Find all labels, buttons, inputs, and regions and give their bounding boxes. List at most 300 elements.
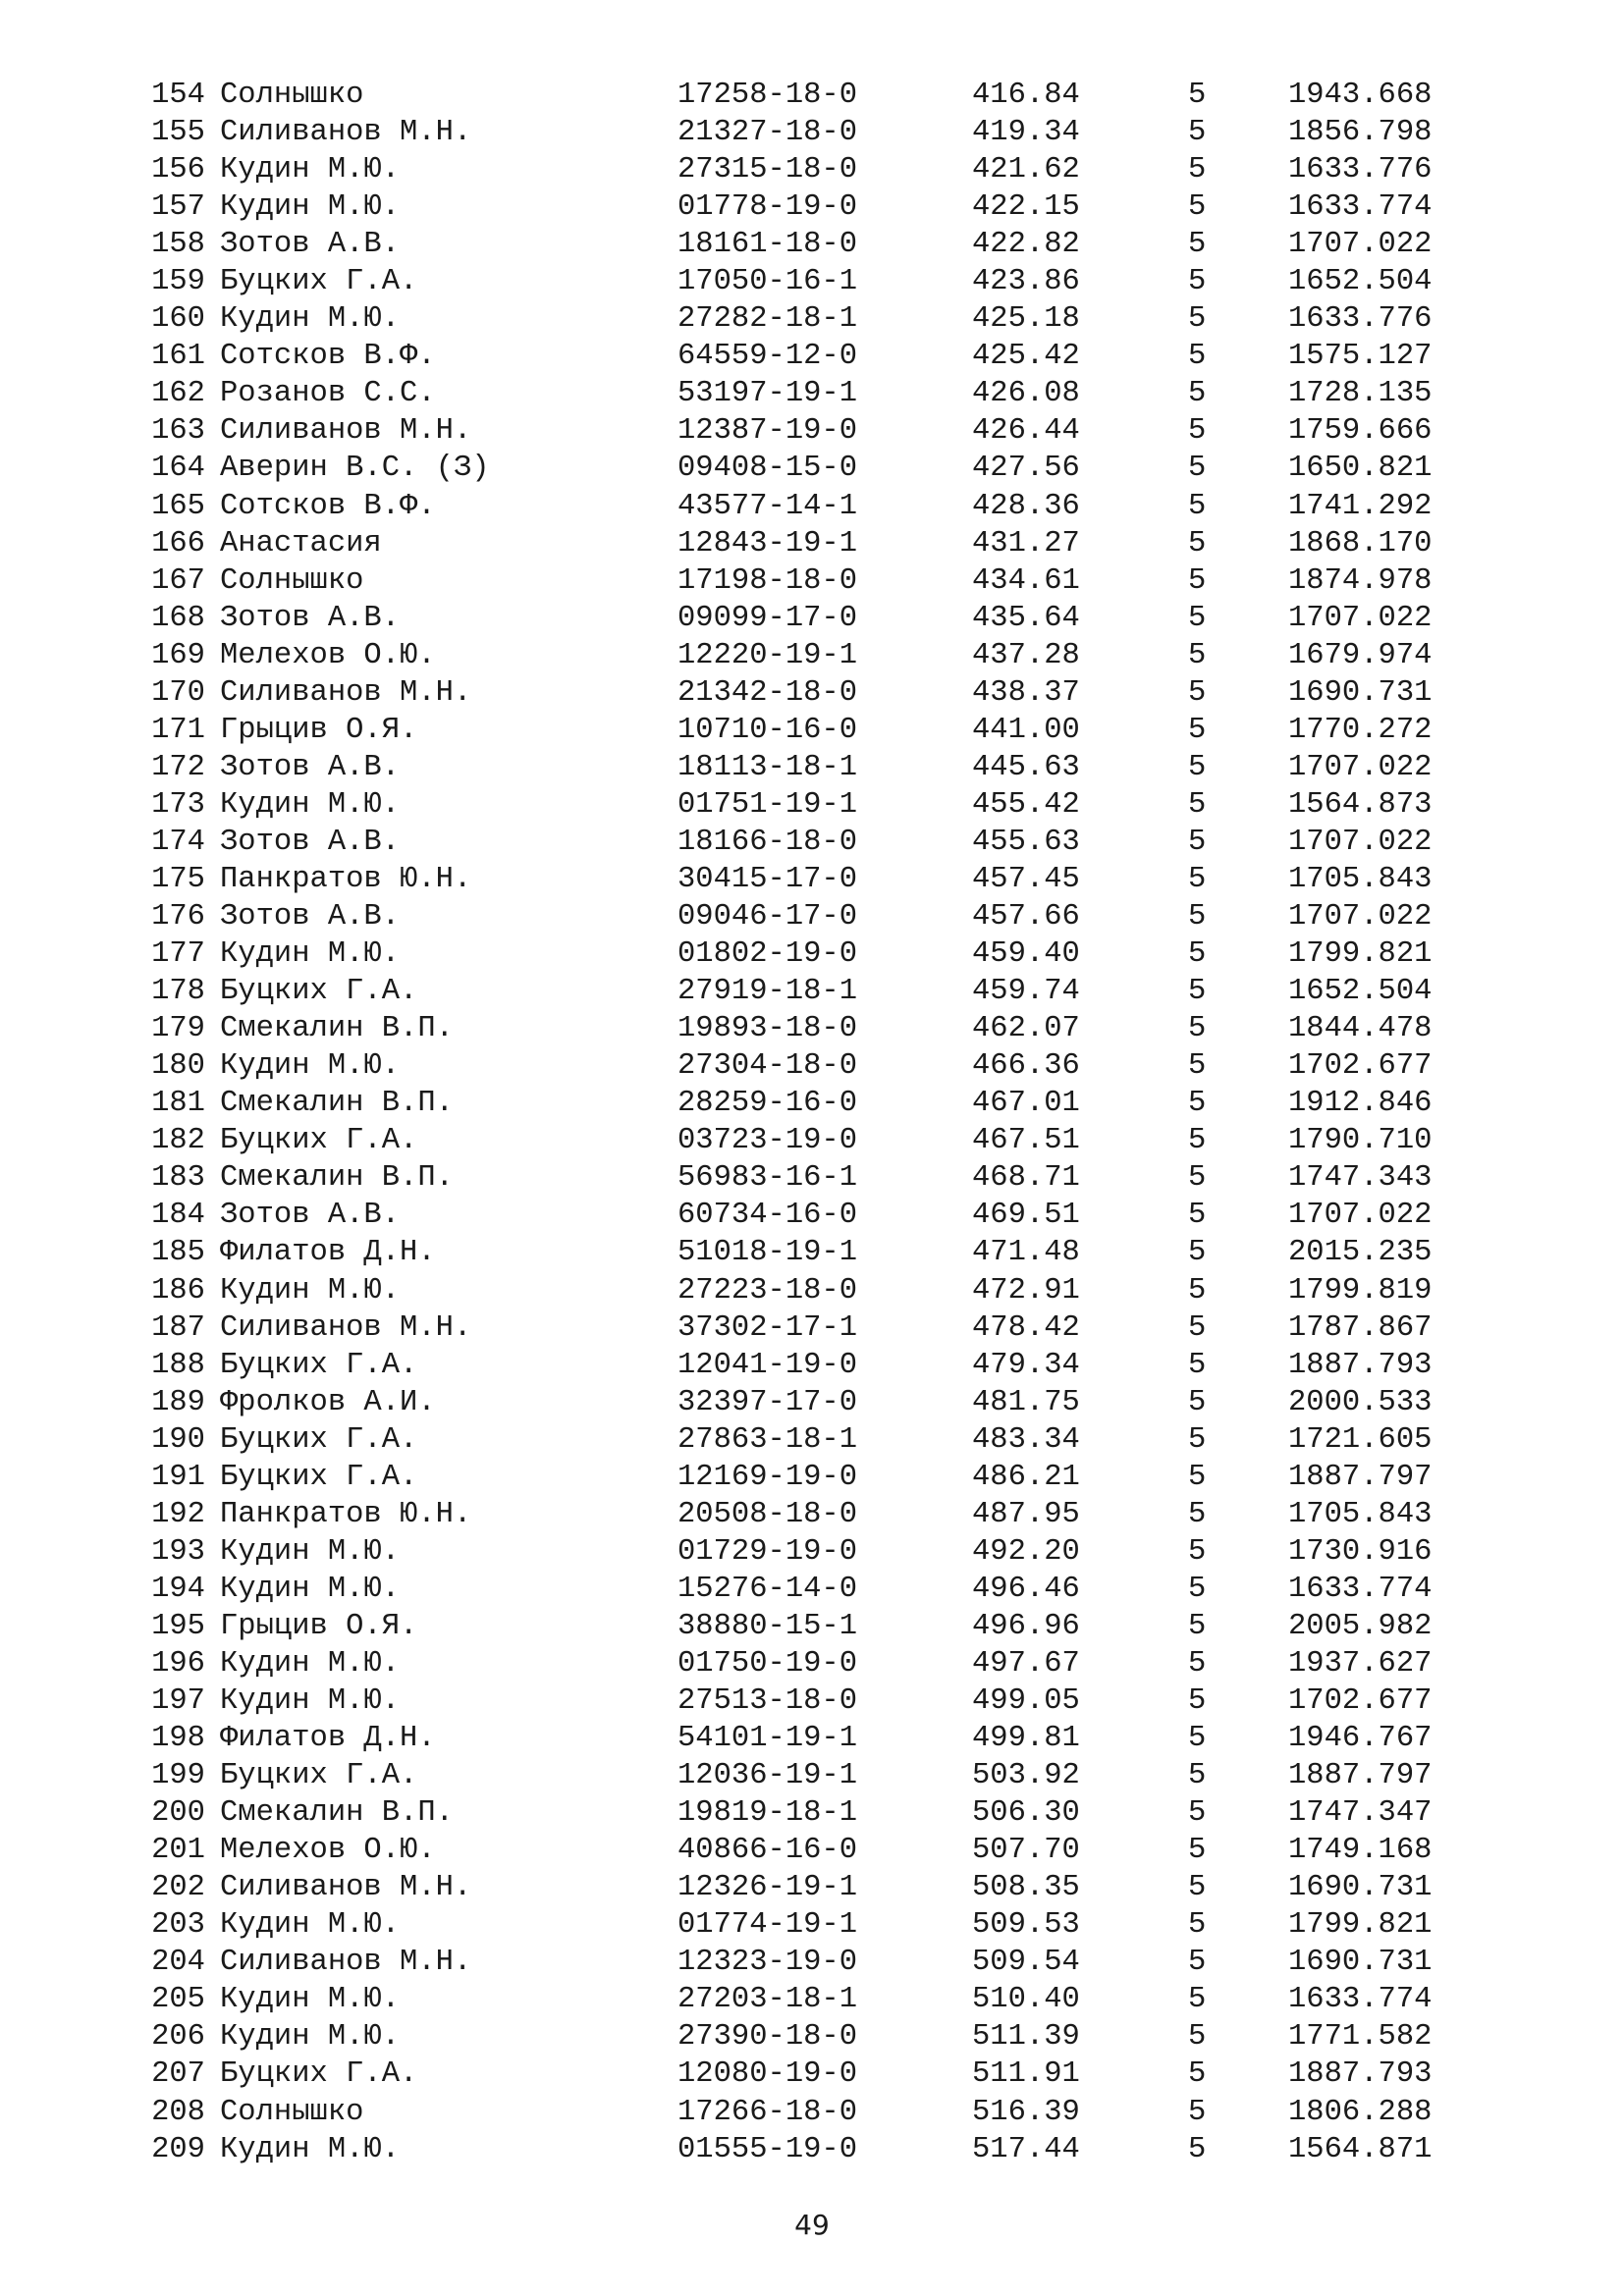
row-number: 196 [151,1646,205,1681]
participant-name: Мелехов О.Ю. [220,1834,436,1868]
table-row [0,712,1624,749]
row-number: 209 [151,2132,205,2166]
record-code: 27203-18-1 [677,1983,858,2017]
table-row [0,600,1624,637]
table-row [0,1085,1624,1122]
table-row [0,1682,1624,1720]
participant-name: Зотов А.В. [220,601,401,635]
participant-name: Кудин М.Ю. [220,1908,401,1943]
measured-value: 435.64 [972,601,1080,635]
participant-name: Буцких Г.А. [220,1422,418,1457]
record-code: 60734-16-0 [677,1199,858,1233]
result-value: 1702.677 [1288,1684,1433,1719]
row-number: 185 [151,1236,205,1270]
record-code: 03723-19-0 [677,1124,858,1158]
result-value: 1728.135 [1288,377,1433,411]
measured-value: 441.00 [972,713,1080,747]
record-code: 01555-19-0 [677,2132,858,2166]
row-number: 157 [151,190,205,225]
count-value: 5 [1188,1646,1207,1681]
measured-value: 507.70 [972,1834,1080,1868]
measured-value: 478.42 [972,1310,1080,1345]
result-value: 1868.170 [1288,526,1433,561]
result-value: 1787.867 [1288,1310,1433,1345]
row-number: 173 [151,787,205,822]
record-code: 12080-19-0 [677,2057,858,2092]
row-number: 165 [151,489,205,523]
row-number: 172 [151,750,205,784]
participant-name: Зотов А.В. [220,1199,401,1233]
record-code: 54101-19-1 [677,1722,858,1756]
record-code: 12041-19-0 [677,1348,858,1382]
row-number: 171 [151,713,205,747]
count-value: 5 [1188,526,1207,561]
participant-name: Буцких Г.А. [220,265,418,299]
table-row [0,637,1624,674]
record-code: 17266-18-0 [677,2095,858,2129]
table-row [0,935,1624,973]
results-table [0,77,1624,2168]
record-code: 15276-14-0 [677,1572,858,1606]
result-value: 1705.843 [1288,862,1433,896]
record-code: 37302-17-1 [677,1310,858,1345]
count-value: 5 [1188,79,1207,112]
row-number: 203 [151,1908,205,1943]
participant-name: Сотсков В.Ф. [220,340,436,374]
participant-name: Зотов А.В. [220,228,401,262]
table-row [0,2094,1624,2131]
row-number: 159 [151,265,205,299]
result-value: 1741.292 [1288,489,1433,523]
measured-value: 426.44 [972,414,1080,449]
measured-value: 455.42 [972,787,1080,822]
row-number: 197 [151,1684,205,1719]
participant-name: Буцких Г.А. [220,1759,418,1793]
result-value: 1730.916 [1288,1534,1433,1569]
count-value: 5 [1188,414,1207,449]
row-number: 188 [151,1348,205,1382]
record-code: 09099-17-0 [677,601,858,635]
table-row [0,1234,1624,1271]
result-value: 1564.873 [1288,787,1433,822]
table-row [0,1608,1624,1645]
table-row [0,188,1624,226]
participant-name: Буцких Г.А. [220,1124,418,1158]
count-value: 5 [1188,228,1207,262]
result-value: 1771.582 [1288,2020,1433,2055]
participant-name: Зотов А.В. [220,825,401,859]
result-value: 1690.731 [1288,1946,1433,1980]
row-number: 192 [151,1497,205,1531]
row-number: 169 [151,638,205,672]
row-number: 201 [151,1834,205,1868]
result-value: 1690.731 [1288,1871,1433,1905]
participant-name: Аверин В.С. (З) [220,452,490,486]
count-value: 5 [1188,713,1207,747]
participant-name: Силиванов М.Н. [220,414,472,449]
row-number: 182 [151,1124,205,1158]
record-code: 27223-18-0 [677,1273,858,1308]
row-number: 194 [151,1572,205,1606]
record-code: 21327-18-0 [677,116,858,150]
result-value: 2005.982 [1288,1609,1433,1643]
record-code: 64559-12-0 [677,340,858,374]
result-value: 1747.343 [1288,1161,1433,1196]
participant-name: Кудин М.Ю. [220,153,401,187]
row-number: 184 [151,1199,205,1233]
participant-name: Кудин М.Ю. [220,787,401,822]
measured-value: 509.54 [972,1946,1080,1980]
record-code: 27863-18-1 [677,1422,858,1457]
result-value: 2015.235 [1288,1236,1433,1270]
record-code: 01774-19-1 [677,1908,858,1943]
measured-value: 434.61 [972,563,1080,598]
measured-value: 466.36 [972,1049,1080,1084]
participant-name: Фролков А.И. [220,1385,436,1419]
result-value: 1747.347 [1288,1796,1433,1831]
measured-value: 416.84 [972,79,1080,112]
measured-value: 438.37 [972,675,1080,710]
result-value: 1707.022 [1288,601,1433,635]
row-number: 202 [151,1871,205,1905]
measured-value: 471.48 [972,1236,1080,1270]
row-number: 162 [151,377,205,411]
participant-name: Кудин М.Ю. [220,1534,401,1569]
record-code: 43577-14-1 [677,489,858,523]
count-value: 5 [1188,2132,1207,2166]
record-code: 40866-16-0 [677,1834,858,1868]
count-value: 5 [1188,1722,1207,1756]
record-code: 18161-18-0 [677,228,858,262]
count-value: 5 [1188,563,1207,598]
table-row [0,450,1624,487]
table-row [0,861,1624,898]
measured-value: 427.56 [972,452,1080,486]
participant-name: Силиванов М.Н. [220,1310,472,1345]
row-number: 154 [151,79,205,112]
table-row [0,1645,1624,1682]
participant-name: Буцких Г.А. [220,2057,418,2092]
measured-value: 445.63 [972,750,1080,784]
record-code: 19819-18-1 [677,1796,858,1831]
count-value: 5 [1188,1983,1207,2017]
participant-name: Розанов С.С. [220,377,436,411]
measured-value: 472.91 [972,1273,1080,1308]
count-value: 5 [1188,601,1207,635]
table-row [0,1347,1624,1384]
count-value: 5 [1188,377,1207,411]
row-number: 170 [151,675,205,710]
measured-value: 487.95 [972,1497,1080,1531]
record-code: 12326-19-1 [677,1871,858,1905]
table-row [0,898,1624,935]
record-code: 17050-16-1 [677,265,858,299]
count-value: 5 [1188,937,1207,972]
table-row [0,488,1624,525]
row-number: 163 [151,414,205,449]
result-value: 1633.774 [1288,1983,1433,2017]
count-value: 5 [1188,675,1207,710]
participant-name: Сотсков В.Ф. [220,489,436,523]
count-value: 5 [1188,116,1207,150]
count-value: 5 [1188,1124,1207,1158]
table-row [0,1197,1624,1234]
table-row [0,1272,1624,1309]
count-value: 5 [1188,1049,1207,1084]
table-row [0,1906,1624,1944]
table-row [0,412,1624,450]
result-value: 1650.821 [1288,452,1433,486]
row-number: 176 [151,900,205,934]
measured-value: 511.91 [972,2057,1080,2092]
measured-value: 499.05 [972,1684,1080,1719]
record-code: 21342-18-0 [677,675,858,710]
result-value: 1759.666 [1288,414,1433,449]
result-value: 1943.668 [1288,79,1433,112]
participant-name: Смекалин В.П. [220,1012,454,1046]
measured-value: 425.42 [972,340,1080,374]
count-value: 5 [1188,638,1207,672]
result-value: 1564.871 [1288,2132,1433,2166]
participant-name: Кудин М.Ю. [220,1983,401,2017]
measured-value: 492.20 [972,1534,1080,1569]
row-number: 191 [151,1460,205,1494]
count-value: 5 [1188,1422,1207,1457]
measured-value: 516.39 [972,2095,1080,2129]
participant-name: Анастасия [220,526,382,561]
participant-name: Солнышко [220,79,364,112]
record-code: 28259-16-0 [677,1087,858,1121]
participant-name: Смекалин В.П. [220,1087,454,1121]
result-value: 1749.168 [1288,1834,1433,1868]
record-code: 01750-19-0 [677,1646,858,1681]
record-code: 09408-15-0 [677,452,858,486]
row-number: 174 [151,825,205,859]
measured-value: 517.44 [972,2132,1080,2166]
row-number: 158 [151,228,205,262]
row-number: 207 [151,2057,205,2092]
table-row [0,1794,1624,1832]
result-value: 1937.627 [1288,1646,1433,1681]
result-value: 1856.798 [1288,116,1433,150]
table-row [0,1533,1624,1571]
record-code: 01751-19-1 [677,787,858,822]
table-row [0,338,1624,375]
measured-value: 509.53 [972,1908,1080,1943]
measured-value: 425.18 [972,302,1080,337]
measured-value: 486.21 [972,1460,1080,1494]
measured-value: 506.30 [972,1796,1080,1831]
row-number: 175 [151,862,205,896]
row-number: 198 [151,1722,205,1756]
participant-name: Зотов А.В. [220,900,401,934]
participant-name: Силиванов М.Н. [220,675,472,710]
result-value: 1633.774 [1288,190,1433,225]
record-code: 27390-18-0 [677,2020,858,2055]
measured-value: 496.96 [972,1609,1080,1643]
participant-name: Силиванов М.Н. [220,116,472,150]
measured-value: 457.66 [972,900,1080,934]
participant-name: Кудин М.Ю. [220,2020,401,2055]
count-value: 5 [1188,452,1207,486]
count-value: 5 [1188,190,1207,225]
participant-name: Силиванов М.Н. [220,1946,472,1980]
row-number: 177 [151,937,205,972]
result-value: 1690.731 [1288,675,1433,710]
participant-name: Мелехов О.Ю. [220,638,436,672]
record-code: 56983-16-1 [677,1161,858,1196]
result-value: 1887.797 [1288,1460,1433,1494]
count-value: 5 [1188,1385,1207,1419]
result-value: 1707.022 [1288,900,1433,934]
record-code: 12323-19-0 [677,1946,858,1980]
count-value: 5 [1188,787,1207,822]
measured-value: 511.39 [972,2020,1080,2055]
measured-value: 455.63 [972,825,1080,859]
table-row [0,749,1624,786]
record-code: 12843-19-1 [677,526,858,561]
result-value: 1887.793 [1288,2057,1433,2092]
table-row [0,1944,1624,1981]
row-number: 193 [151,1534,205,1569]
count-value: 5 [1188,862,1207,896]
result-value: 1799.819 [1288,1273,1433,1308]
participant-name: Зотов А.В. [220,750,401,784]
count-value: 5 [1188,1609,1207,1643]
measured-value: 469.51 [972,1199,1080,1233]
row-number: 187 [151,1310,205,1345]
table-row [0,824,1624,861]
result-value: 1702.677 [1288,1049,1433,1084]
measured-value: 421.62 [972,153,1080,187]
measured-value: 479.34 [972,1348,1080,1382]
result-value: 1707.022 [1288,1199,1433,1233]
participant-name: Кудин М.Ю. [220,1572,401,1606]
record-code: 27513-18-0 [677,1684,858,1719]
result-value: 1679.974 [1288,638,1433,672]
measured-value: 428.36 [972,489,1080,523]
record-code: 17258-18-0 [677,79,858,112]
table-row [0,77,1624,114]
record-code: 19893-18-0 [677,1012,858,1046]
table-row [0,2131,1624,2168]
row-number: 167 [151,563,205,598]
table-row [0,786,1624,824]
participant-name: Силиванов М.Н. [220,1871,472,1905]
row-number: 195 [151,1609,205,1643]
table-row [0,375,1624,412]
table-row [0,1010,1624,1047]
count-value: 5 [1188,825,1207,859]
result-value: 1806.288 [1288,2095,1433,2129]
count-value: 5 [1188,153,1207,187]
result-value: 1575.127 [1288,340,1433,374]
table-row [0,1571,1624,1608]
participant-name: Филатов Д.Н. [220,1236,436,1270]
table-row [0,1047,1624,1085]
count-value: 5 [1188,1908,1207,1943]
row-number: 204 [151,1946,205,1980]
row-number: 155 [151,116,205,150]
measured-value: 499.81 [972,1722,1080,1756]
participant-name: Солнышко [220,563,364,598]
count-value: 5 [1188,302,1207,337]
table-row [0,1309,1624,1347]
row-number: 199 [151,1759,205,1793]
table-row [0,1832,1624,1869]
count-value: 5 [1188,1199,1207,1233]
table-row [0,1384,1624,1421]
record-code: 27919-18-1 [677,975,858,1009]
measured-value: 496.46 [972,1572,1080,1606]
participant-name: Кудин М.Ю. [220,302,401,337]
count-value: 5 [1188,975,1207,1009]
count-value: 5 [1188,1572,1207,1606]
measured-value: 422.15 [972,190,1080,225]
page-number: 49 [794,2209,830,2241]
result-value: 1633.776 [1288,302,1433,337]
record-code: 53197-19-1 [677,377,858,411]
record-code: 12169-19-0 [677,1460,858,1494]
measured-value: 459.74 [972,975,1080,1009]
table-row [0,1720,1624,1757]
table-row [0,114,1624,151]
row-number: 186 [151,1273,205,1308]
count-value: 5 [1188,1497,1207,1531]
count-value: 5 [1188,1684,1207,1719]
measured-value: 437.28 [972,638,1080,672]
row-number: 164 [151,452,205,486]
table-row [0,1981,1624,2018]
participant-name: Кудин М.Ю. [220,2132,401,2166]
count-value: 5 [1188,489,1207,523]
row-number: 181 [151,1087,205,1121]
participant-name: Кудин М.Ю. [220,1049,401,1084]
count-value: 5 [1188,1161,1207,1196]
record-code: 20508-18-0 [677,1497,858,1531]
record-code: 01802-19-0 [677,937,858,972]
table-row [0,263,1624,300]
result-value: 1707.022 [1288,228,1433,262]
row-number: 189 [151,1385,205,1419]
table-row [0,226,1624,263]
table-row [0,2018,1624,2056]
row-number: 183 [151,1161,205,1196]
result-value: 1946.767 [1288,1722,1433,1756]
record-code: 10710-16-0 [677,713,858,747]
result-value: 1705.843 [1288,1497,1433,1531]
participant-name: Кудин М.Ю. [220,937,401,972]
count-value: 5 [1188,900,1207,934]
result-value: 1633.774 [1288,1572,1433,1606]
count-value: 5 [1188,2095,1207,2129]
record-code: 18166-18-0 [677,825,858,859]
table-row [0,525,1624,562]
table-row [0,562,1624,600]
result-value: 1912.846 [1288,1087,1433,1121]
table-row [0,1122,1624,1159]
count-value: 5 [1188,1796,1207,1831]
participant-name: Грыцив О.Я. [220,713,418,747]
count-value: 5 [1188,1759,1207,1793]
participant-name: Кудин М.Ю. [220,1273,401,1308]
result-value: 1799.821 [1288,1908,1433,1943]
count-value: 5 [1188,1273,1207,1308]
record-code: 01729-19-0 [677,1534,858,1569]
count-value: 5 [1188,1236,1207,1270]
participant-name: Грыцив О.Я. [220,1609,418,1643]
result-value: 1799.821 [1288,937,1433,972]
